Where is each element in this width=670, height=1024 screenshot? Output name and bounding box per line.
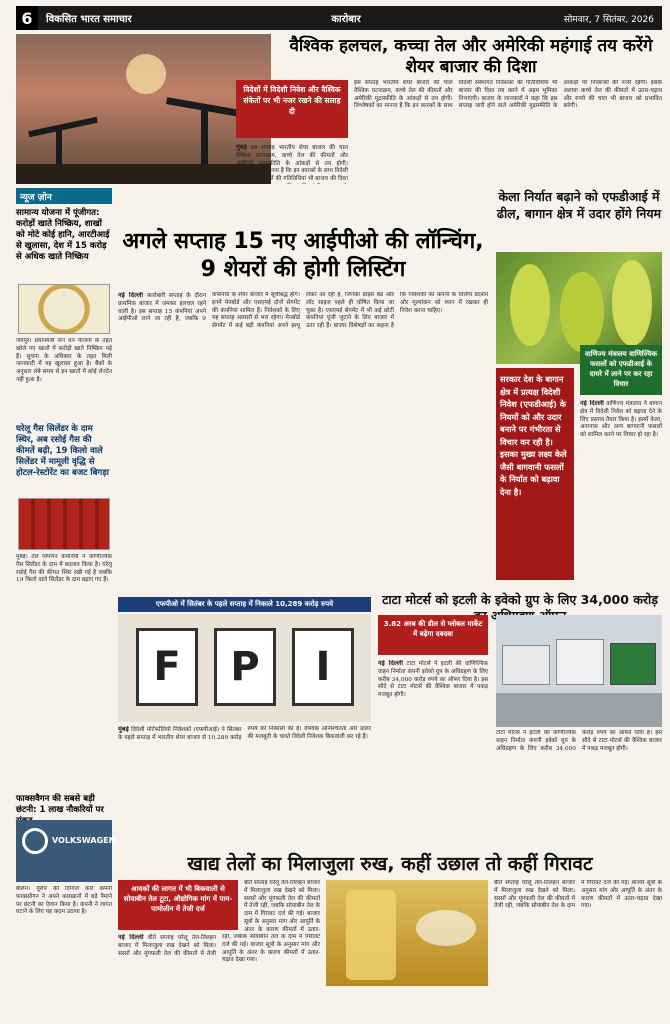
section-title: कारोबार <box>331 14 361 25</box>
banana-green-callout: वाणिज्य मंत्रालय वाणिज्यिक फसलों को एफडीआई के दायरे में लाने पर कर रहा विचार <box>580 345 662 395</box>
story3-headline: फाक्सवैगन की सबसे बड़ी छंटनी: 1 लाख नौकरियों पर <box>16 794 104 815</box>
lead-headline: वैश्विक हलचल, कच्चा तेल और अमेरिकी महंगाई तय करेंगे शेयर बाजार की दिशा <box>289 36 653 77</box>
block-p: P <box>214 628 276 706</box>
date: सोमवार, 7 सितंबर, 2026 <box>563 14 654 25</box>
tata-callout: 3.82 अरब की डील से ग्लोबल मार्केट में बढ़ेगा दबदबा <box>378 615 488 655</box>
volkswagen-logo-text: VOLKSWAGEN <box>52 836 116 845</box>
banana-headline: केला निर्यात बढ़ाने को एफडीआई में ढील, बागान क्षेत्र में उदार होंगे नियम <box>496 189 662 221</box>
gas-cylinders-photo <box>18 498 110 550</box>
fpi-blocks-photo <box>118 614 371 722</box>
paper-name: विकसित भारत समाचार <box>46 14 132 25</box>
fpo-body-text: विदेशी पोर्टफोलियो निवेशकों (एफपीआई) ने सितंबर के पहले सप्ताह में भारतीय शेयर बाजार से 10,289 करोड़ रुपये की निकासी की है। वैश्विक अनिश्चितता और डॉलर की मजबूती के चलते विदेशी निवेशक बिकवाली कर रहे हैं। <box>118 726 371 741</box>
fpo-byline: मुंबई <box>118 726 129 733</box>
cooking-oil-photo <box>326 880 488 986</box>
masthead <box>16 6 662 30</box>
tata-byline: नई दिल्ली <box>378 660 403 667</box>
news-zone-label: न्यूज ज़ोन <box>16 188 112 204</box>
tata-body <box>378 660 488 846</box>
block-f: F <box>136 628 198 706</box>
sun-graphic <box>126 54 166 94</box>
oil-headline: खाद्य तेलों का मिलाजुला रुख, कहीं उछाल तो कहीं गिरावट <box>187 853 593 875</box>
story2-headline: घरेलू गैस सिलेंडर के दाम स्थिर, अब रसोई गैस की कीमतें बढ़ी, 19 किलो वाले सिलेंडर में मामूली वृद्धि से होटल-रेस्टोरेंट का बजट बिगड़ा <box>16 424 109 478</box>
fpo-banner: एफपीओ में सितंबर के पहले सप्ताह में निकाले 10,289 करोड़ रुपये <box>118 597 371 612</box>
tata-body-text: टाटा मोटर्स ने इटली की वाणिज्यिक वाहन निर्माता कंपनी इवेको ग्रुप के अधिग्रहण के लिए करीब 34,000 करोड़ रुपये का ऑफर दिया है। इस सौदे से टाटा मोटर्स की वैश्विक बाजार में पकड़ मजबूत होगी। <box>378 661 488 699</box>
banana-bunch-shape <box>510 264 550 346</box>
banana-red-panel: सरकार देश के बागान क्षेत्र में प्रत्यक्ष विदेशी निवेश (एफडीआई) के नियमों को और उदार बनाने पर गंभीरता से विचार कर रही है। इसका मुख्य लक्ष्य केले जैसी बागवानी फसलों के निर्यात को बढ़ावा देना है। <box>496 368 574 580</box>
story1-headline: सामान्य योजना में पूंजीगत: करोड़ों खाते निष्क्रिय, शाखों को मोटे कोई हानि, आरटीआई से खुलासा, देश में 15 करोड़ से अधिक खाते निष्क्रिय <box>16 208 110 262</box>
page-number: 6 <box>16 6 38 30</box>
lead-body <box>236 144 348 184</box>
lead-body-columns: इस सप्ताह भारतीय शेयर बाजार की चाल वैश्विक घटनाक्रम, कच्चे तेल की कीमतों और अमेरिकी मुद्रास्फीति के आंकड़ों से तय होगी। विश्लेषकों का मानना है कि इन कारकों के साथ विदेशी संस्थागत निवेशकों की गतिविधियां भी बाजार की दिशा तय करने में अहम भूमिका निभाएंगी। बाजार के जानकारों ने कहा कि इस सप्ताह जारी होने वाले अमेरिकी मुद्रास्फीति के आंकड़ों पर निवेशकों की नजर रहेगी। इसके अलावा कच्चे तेल की कीमतों में उतार-चढ़ाव और रुपये की चाल भी बाजार को प्रभावित करेगी। <box>354 80 662 110</box>
oil-byline: नई दिल्ली <box>118 934 144 941</box>
road-shape <box>496 693 662 727</box>
truck-shape <box>556 639 604 685</box>
lead-callout: विदेशों में विदेशी निवेश और वैश्विक संकेतों पर भी नजर रखने की सलाह दी <box>236 80 348 138</box>
lead-byline: मुंबई <box>236 144 247 151</box>
oil-body-side: बीते सप्ताह घरेलू तेल-तिलहन बाजार में मिलाजुला रुख देखने को मिला। सरसों और मूंगफली तेल की कीमतों में तेजी रही, जबकि सोयाबीन तेल के दाम में गिरावट दर्ज की गई। बाजार सूत्रों के अनुसार मांग और आपूर्ति के अंतर के कारण कीमतों में उतार- <box>244 880 320 932</box>
tata-headline: टाटा मोटर्स को इटली के इवेको ग्रुप के लिए 34,000 करोड़ <box>382 592 658 607</box>
banana-bunch-shape <box>612 260 652 346</box>
oil-body <box>118 934 320 1018</box>
oil-bottle-shape <box>346 890 396 980</box>
oil-body-right: बीते सप्ताह घरेलू तेल-तिलहन बाजार में मिलाजुला रुख देखने को मिला। सरसों और मूंगफली तेल की कीमतों में तेजी रही, जबकि सोयाबीन तेल के दाम में गिरावट दर्ज की गई। बाजार सूत्रों के अनुसार मांग और आपूर्ति के अंतर के कारण कीमतों में उतार-चढ़ाव देखा गया। <box>494 880 662 910</box>
truck-shape <box>610 643 656 685</box>
block-i: I <box>292 628 354 706</box>
story2-body: मुंबई। तेल विपणन कंपनियों ने वाणिज्यिक गैस सिलेंडर के दाम में बदलाव किया है। घरेलू रसोई गैस की कीमत स्थिर रखी गई है जबकि 19 किलो वाले सिलेंडर के दाम बढ़ाए गए हैं। <box>16 554 112 584</box>
oil-callout: आवकों की लागत में भी बिकवाली से सोयाबीन तेल टूटा, औद्योगिक मांग में पाम-पामोलीन में तेजी दर्ज <box>118 880 238 930</box>
oil-pump-photo <box>16 34 271 184</box>
story3-body: बर्लिन। यूरोप की दिग्गज कार कंपनी फाक्सवैगन ने अपने कारखानों में बड़े पैमाने पर छंटनी का ऐलान किया है। कंपनी ने लागत घटाने के लिए यह कदम उठाया है। <box>16 886 112 916</box>
lead-body-text: इस सप्ताह भारतीय शेयर बाजार की चाल वैश्विक घटनाक्रम, कच्चे तेल की कीमतों और अमेरिकी मुद्रास्फीति के आंकड़ों से तय होगी। विश्लेषकों का मानना है कि इन कारकों के साथ विदेशी संस्थागत निवेशकों की गतिविधियां भी बाजार की दिशा <box>236 145 348 183</box>
oil-body-text: बीते सप्ताह घरेलू तेल-तिलहन बाजार में मिलाजुला रुख देखने को मिला। सरसों और मूंगफली तेल की कीमतों में तेजी रही, जबकि सोयाबीन तेल के दाम में गिरावट दर्ज की गई। बाजार सूत्रों के अनुसार मांग और आपूर्ति के अंतर के कारण कीमतों में उतार-चढ़ाव देखा गया। <box>118 934 320 964</box>
banana-body <box>580 400 662 580</box>
pumpjack-shape <box>28 117 98 137</box>
ipo-byline: नई दिल्ली <box>118 292 144 299</box>
tata-body-continued: टाटा मोटर्स ने इटली की वाणिज्यिक वाहन निर्माता कंपनी इवेको ग्रुप के अधिग्रहण के लिए करीब 34,000 करोड़ रुपये का ऑफर दिया है। इस सौदे से टाटा मोटर्स की वैश्विक बाजार में पकड़ मजबूत होगी। <box>496 730 662 752</box>
truck-shape <box>502 645 550 685</box>
banana-bunch-shape <box>560 272 604 352</box>
fpo-body <box>118 726 371 846</box>
banana-body-text: वाणिज्य मंत्रालय ने बागान क्षेत्र में विदेशी निवेश को बढ़ावा देने के लिए प्रस्ताव तैयार किया है। इसमें केला, अनानास और अन्य बागवानी फसलों को शामिल करने पर विचार हो रहा है। <box>580 401 662 439</box>
trucks-photo <box>496 615 662 727</box>
ipo-body-text: कारोबारी सप्ताह के दौरान प्राथमिक बाजार में जमकर हलचल रहने वाली है। इस सप्ताह 15 कंपनियां अपने आईपीओ लाने जा रही हैं, जबकि 9 कंपनियों के शेयर बाजार में सूचीबद्ध होंगे। इनमें मेनबोर्ड और एसएमई दोनों सेगमेंट की कंपनियां शामिल हैं। निवेशकों के लिए यह सप्ताह अवसरों से भरा रहेगा। मेनबोर्ड सेगमेंट में कई बड़ी कंपनियां अपने इश्यू लेकर आ रही हैं, जिनका प्राइस बैंड और लॉट साइज पहले ही घोषित किया जा चुका है। एसएमई सेगमेंट में भी कई छोटी कंपनियां पूंजी जुटाने के लिए बाजार में उतर रही हैं। बाजार विशेषज्ञों का कहना है कि निवेशकों को कंपनी के वित्तीय प्रदर्शन और मूल्यांकन को ध्यान में रखकर ही निवेश करना चाहिए। <box>118 292 488 330</box>
oil-bowl-shape <box>416 910 476 946</box>
jan-dhan-logo <box>18 284 110 334</box>
volkswagen-logo-icon <box>22 828 48 854</box>
ipo-body <box>118 292 488 586</box>
ground-shape <box>16 164 271 184</box>
ipo-headline: अगले सप्ताह 15 नए आईपीओ की लॉन्चिंग, 9 शेयरों की होगी लिस्टिंग <box>122 229 484 282</box>
volkswagen-photo <box>16 820 116 882</box>
banana-byline: नई दिल्ली <box>580 400 604 407</box>
story1-body: जयपुर। प्रधानमंत्री जन धन योजना के तहत खोले गए खातों में करोड़ों खाते निष्क्रिय पड़े हैं। सूचना के अधिकार के तहत मिली जानकारी में यह खुलासा हुआ है। बैंकों के अनुसार लंबे समय से इन खातों में कोई लेनदेन नहीं हुआ है। <box>16 338 112 383</box>
